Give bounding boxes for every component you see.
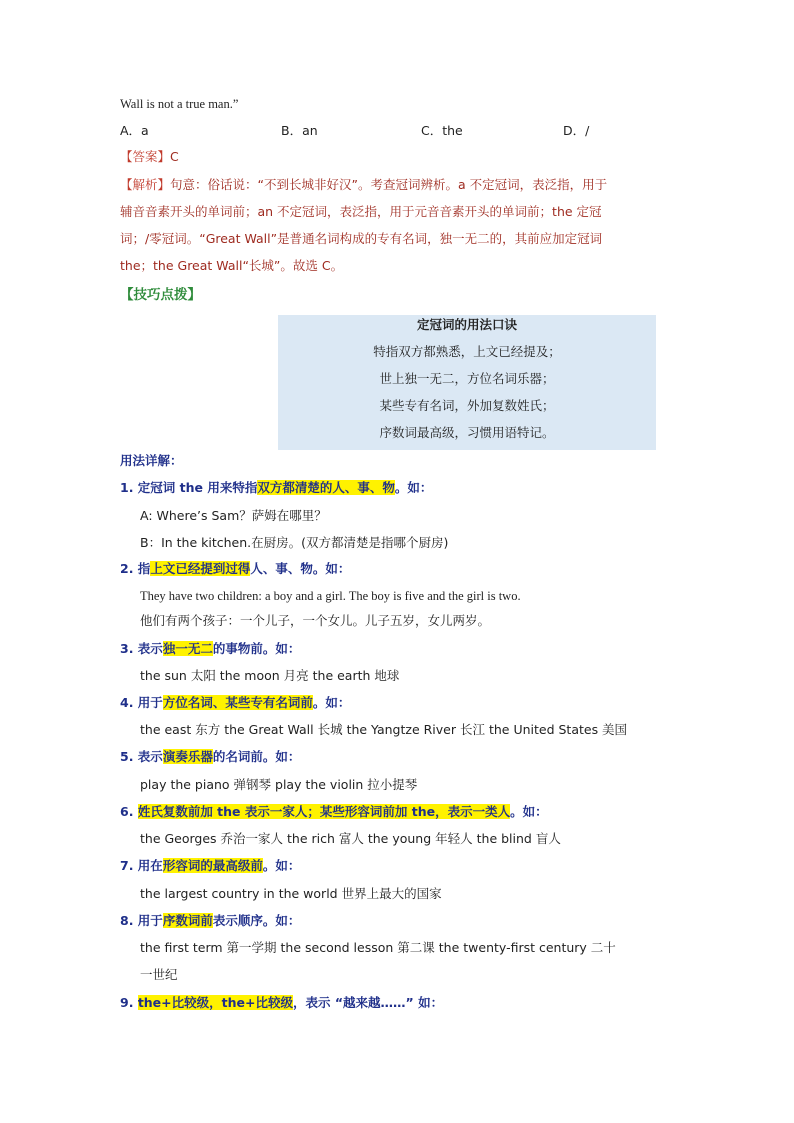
usage-item-2-example-2: 他们有两个孩子：一个儿子，一个女儿。儿子五岁，女儿两岁。: [140, 613, 491, 628]
usage-item-3-title: 3. 表示独一无二的事物前。如：: [120, 641, 301, 656]
mnemonic-line-2: 世上独一无二，方位名词乐器；: [379, 371, 555, 386]
analysis-line-4: the；the Great Wall“长城”。故选 C。: [120, 258, 344, 273]
analysis-line-2: 辅音音素开头的单词前；an 不定冠词，表泛指，用于元音音素开头的单词前；the 定冠: [120, 204, 602, 219]
usage-item-6-example-1: the Georges 乔治一家人 the rich 富人 the young 年轻人 the blind 盲人: [140, 831, 561, 846]
option-c: C．the: [421, 123, 463, 138]
answer-label: 【答案】: [120, 149, 171, 164]
answer-line: [120, 148, 179, 166]
usage-item-1-title: 1. 定冠词 the 用来特指双方都清楚的人、事、物。如：: [120, 480, 433, 495]
option-b: B．an: [281, 123, 318, 138]
option-a: A．a: [120, 123, 149, 138]
usage-item-2-title: 2. 指上文已经提到过得人、事、物。如：: [120, 561, 351, 576]
analysis-line-3: 词；/零冠词。“Great Wall”是普通名词构成的专有名词，独一无二的，其前应加定冠词: [120, 231, 603, 246]
usage-item-8-title: 8. 用于序数词前表示顺序。如：: [120, 913, 301, 928]
usage-item-6-title: 6. 姓氏复数前加 the 表示一家人；某些形容词前加 the，表示一类人。如：: [120, 804, 548, 819]
option-d: D．/: [563, 123, 590, 138]
usage-item-5-title: 5. 表示演奏乐器的名词前。如：: [120, 749, 301, 764]
tips-heading: 【技巧点拨】: [120, 287, 201, 303]
usage-item-1-example-2: B：In the kitchen.在厨房。(双方都清楚是指哪个厨房): [140, 535, 449, 550]
mnemonic-box: [278, 315, 656, 450]
mnemonic-line-1: 特指双方都熟悉，上文已经提及；: [373, 344, 561, 359]
answer-value: C: [170, 149, 179, 164]
mnemonic-title: 定冠词的用法口诀: [416, 317, 517, 332]
analysis-line-1: 【解析】句意：俗话说：“不到长城非好汉”。考查冠词辨析。a 不定冠词，表泛指，用于: [120, 177, 608, 192]
question-stem-tail: Wall is not a true man.”: [120, 97, 239, 111]
usage-item-8-example-1: the first term 第一学期 the second lesson 第二课 the twenty-first century 二十: [140, 940, 616, 955]
usage-item-7-title: 7. 用在形容词的最高级前。如：: [120, 858, 301, 873]
usage-item-9-title: 9. the+比较级，the+比较级，表示 “越来越……” 如：: [120, 995, 444, 1010]
usage-item-4-title: 4. 用于方位名词、某些专有名词前。如：: [120, 695, 351, 710]
analysis-label: 【解析】: [120, 177, 171, 192]
usage-item-3-example-1: the sun 太阳 the moon 月亮 the earth 地球: [140, 668, 400, 683]
usage-item-1-example-1: A: Where’s Sam？萨姆在哪里？: [140, 508, 327, 523]
usage-item-8-example-2: 一世纪: [140, 967, 178, 982]
usage-item-2-example-1: They have two children: a boy and a girl. The boy is five and the girl is two.: [140, 589, 521, 603]
usage-heading: 用法详解：: [120, 453, 183, 468]
usage-item-5-example-1: play the piano 弹钢琴 play the violin 拉小提琴: [140, 777, 418, 792]
usage-item-7-example-1: the largest country in the world 世界上最大的国家: [140, 886, 442, 901]
usage-item-4-example-1: the east 东方 the Great Wall 长城 the Yangtze River 长江 the United States 美国: [140, 722, 628, 737]
mnemonic-line-4: 序数词最高级，习惯用语特记。: [379, 425, 555, 440]
mnemonic-line-3: 某些专有名词，外加复数姓氏；: [379, 398, 555, 413]
